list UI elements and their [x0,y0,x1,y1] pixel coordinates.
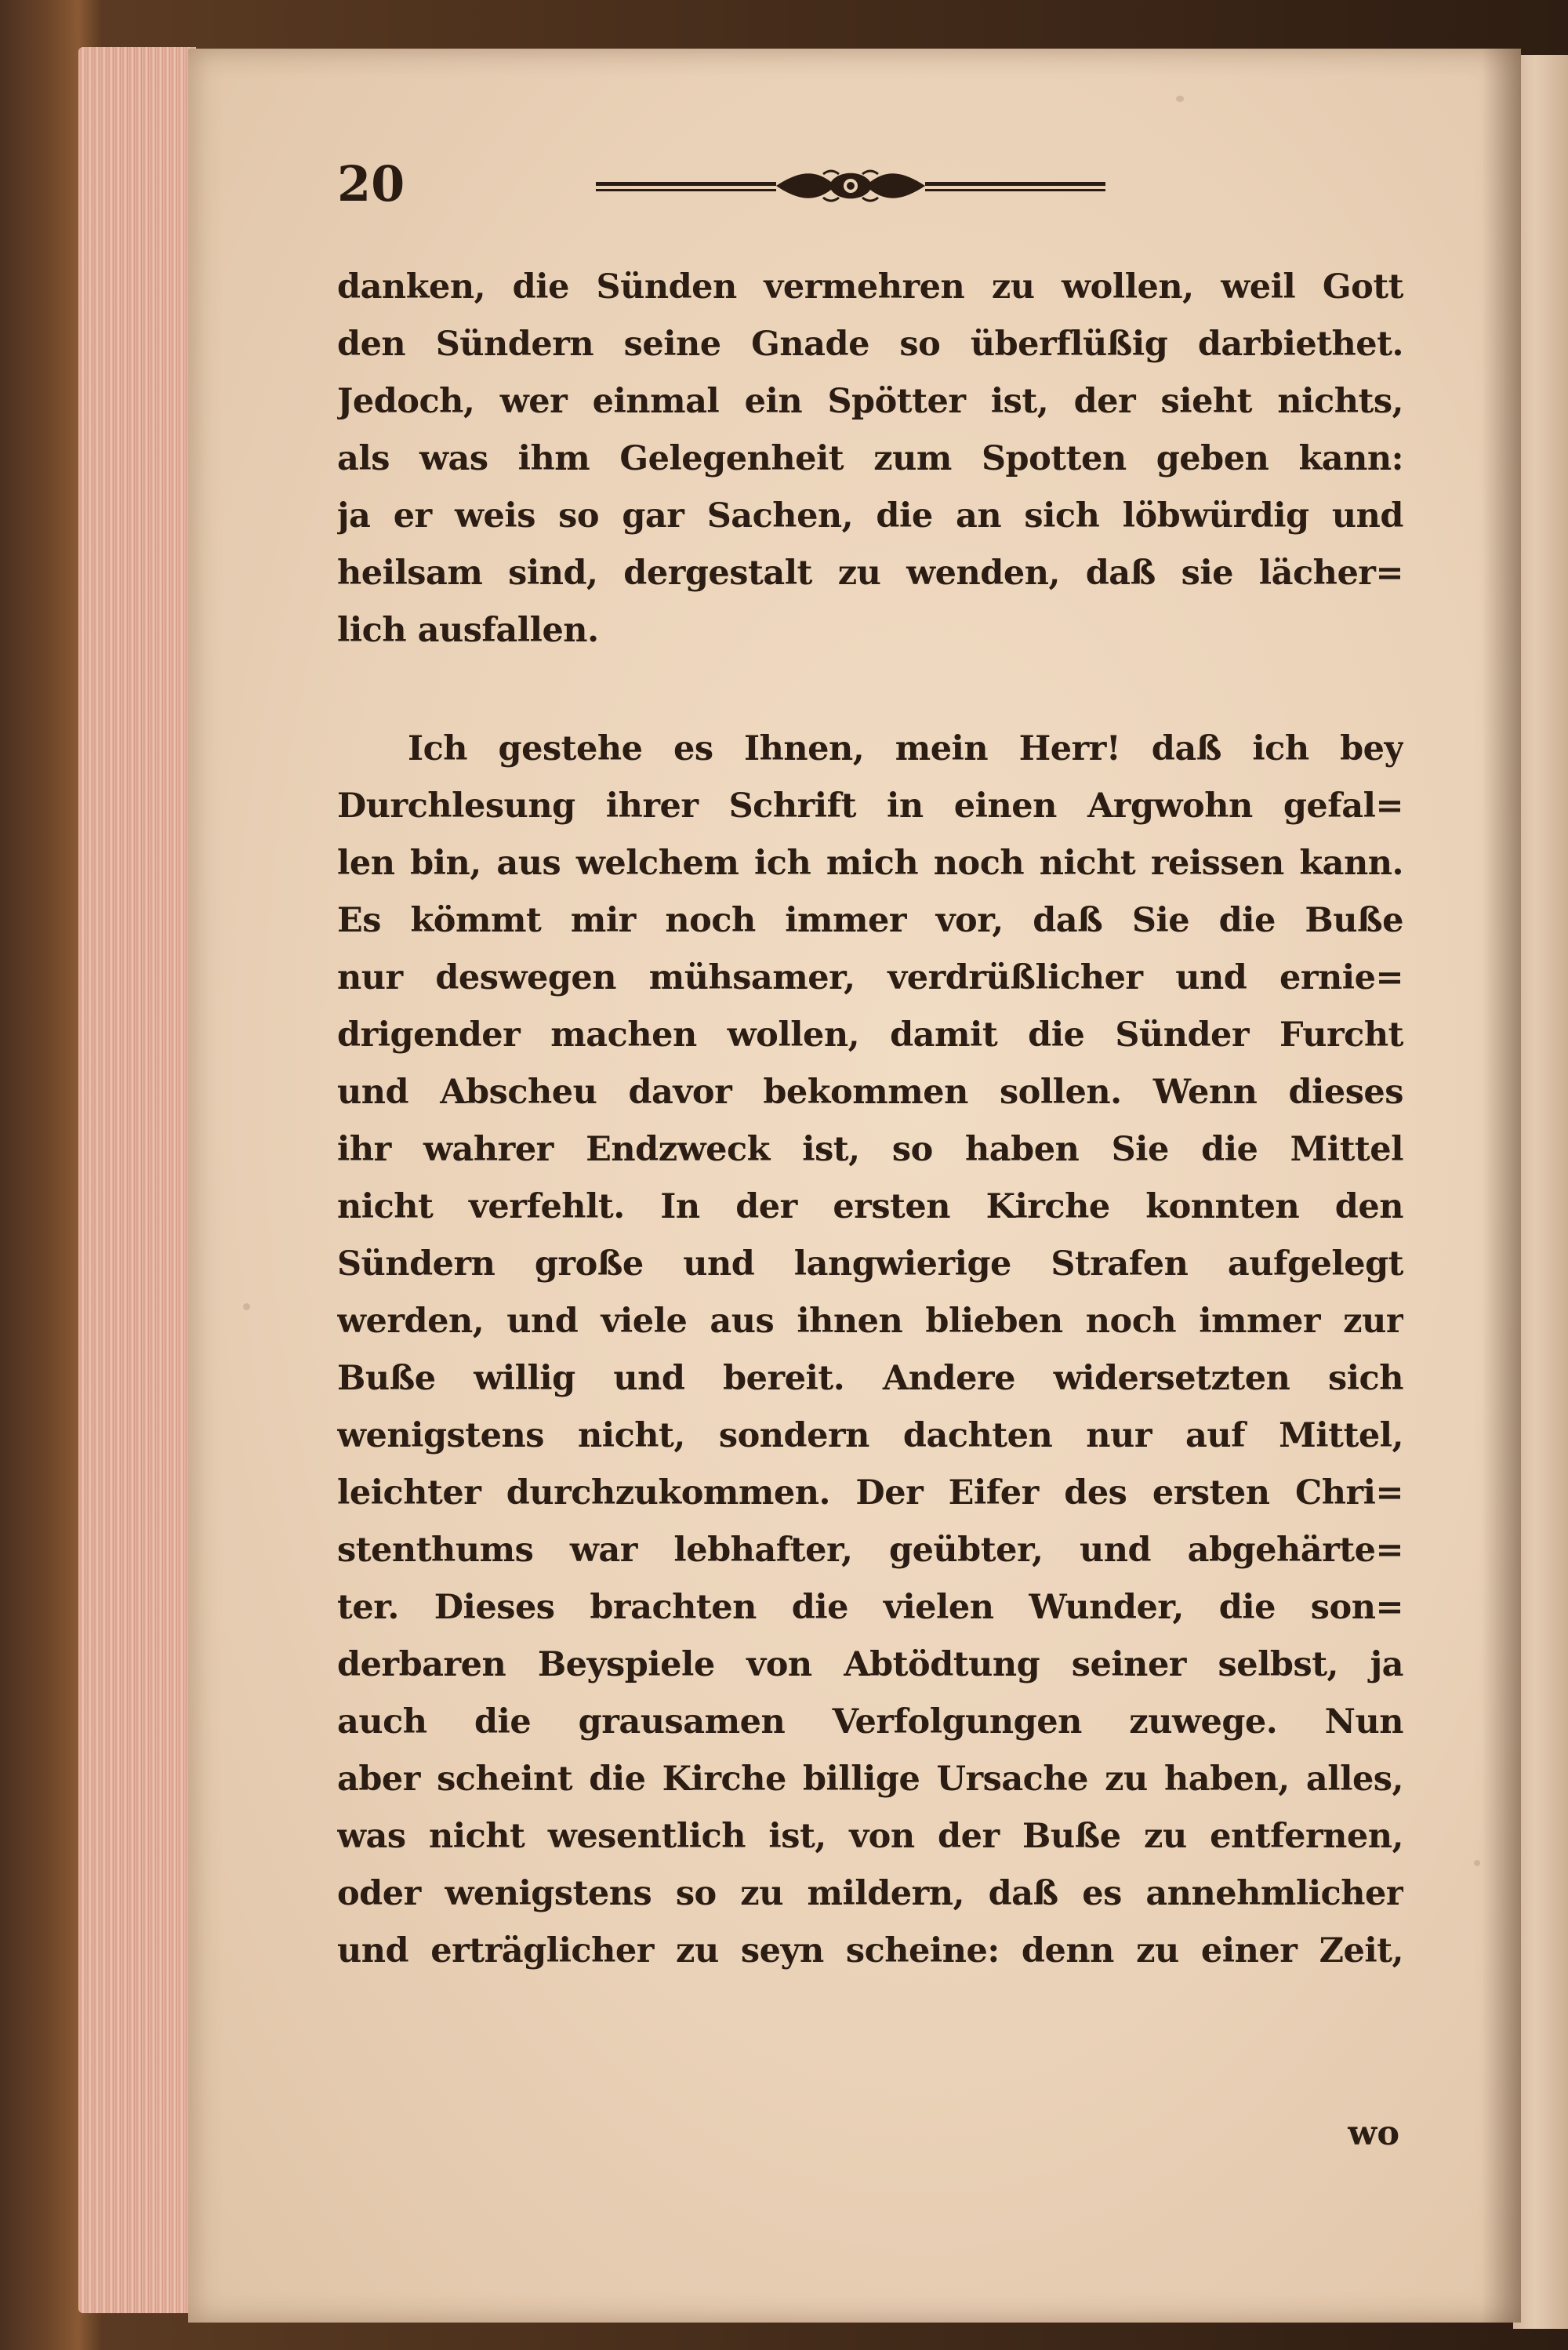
ornament-icon [596,166,1105,205]
text-line: lich ausfallen. [337,611,599,650]
text-line: und erträglicher zu seyn scheine: denn zu einer Zeit, [337,1931,1403,1970]
paragraph [337,721,1403,1980]
text-line: und Abscheu davor bekommen sollen. Wenn dieses [337,1073,1403,1112]
page-edges [78,47,196,2313]
text-line: was nicht wesentlich ist, von der Buße zu entfernen, [337,1817,1403,1856]
facing-page-edge [1513,55,1568,2329]
text-line: Es kömmt mir noch immer vor, daß Sie die Buße [337,901,1403,940]
text-line: Ich gestehe es Ihnen, mein Herr! daß ich bey [408,729,1403,768]
paragraph-gap [337,659,1403,721]
text-line: ter. Dieses brachten die vielen Wunder, die son= [337,1588,1403,1627]
page-gutter-shadow [1482,49,1521,2323]
text-line: danken, die Sünden vermehren zu wollen, weil Gott [337,267,1403,307]
text-line: Durchlesung ihrer Schrift in einen Argwohn gefal= [337,786,1403,826]
text-line: nicht verfehlt. In der ersten Kirche konnten den [337,1187,1403,1226]
page-number: 20 [337,155,405,212]
catchword: wo [1348,2114,1399,2153]
text-line: derbaren Beyspiele von Abtödtung seiner selbst, ja [337,1645,1403,1684]
text-line: nur deswegen mühsamer, verdrüßlicher und ernie= [337,958,1403,997]
text-line: ihr wahrer Endzweck ist, so haben Sie die Mittel [337,1130,1403,1169]
text-line: wenigstens nicht, sondern dachten nur auf Mittel, [337,1416,1403,1455]
text-line: Sündern große und langwierige Strafen aufgelegt [337,1244,1403,1284]
text-line: werden, und viele aus ihnen blieben noch immer zur [337,1302,1403,1341]
text-line: auch die grausamen Verfolgungen zuwege. Nun [337,1702,1403,1742]
text-line: heilsam sind, dergestalt zu wenden, daß sie lächer= [337,554,1403,593]
text-line: drigender machen wollen, damit die Sünder Furcht [337,1015,1403,1055]
paragraph [337,259,1403,659]
text-line: ja er weis so gar Sachen, die an sich löbwürdig und [337,496,1403,536]
text-line: oder wenigstens so zu mildern, daß es annehmlicher [337,1874,1403,1913]
text-line: len bin, aus welchem ich mich noch nicht reissen kann. [337,844,1403,883]
text-line: als was ihm Gelegenheit zum Spotten geben kann: [337,439,1403,478]
text-line: den Sündern seine Gnade so überflüßig darbiethet. [337,325,1403,364]
text-line: Buße willig und bereit. Andere widersetzten sich [337,1359,1403,1398]
text-line: stenthums war lebhafter, geübter, und abgehärte= [337,1531,1403,1570]
body-text [337,259,1403,1980]
page-header [337,149,1121,220]
text-line: Jedoch, wer einmal ein Spötter ist, der sieht nichts, [337,382,1403,421]
text-line: leichter durchzukommen. Der Eifer des ersten Chri= [337,1473,1403,1513]
text-line: aber scheint die Kirche billige Ursache zu haben, alles, [337,1760,1403,1799]
